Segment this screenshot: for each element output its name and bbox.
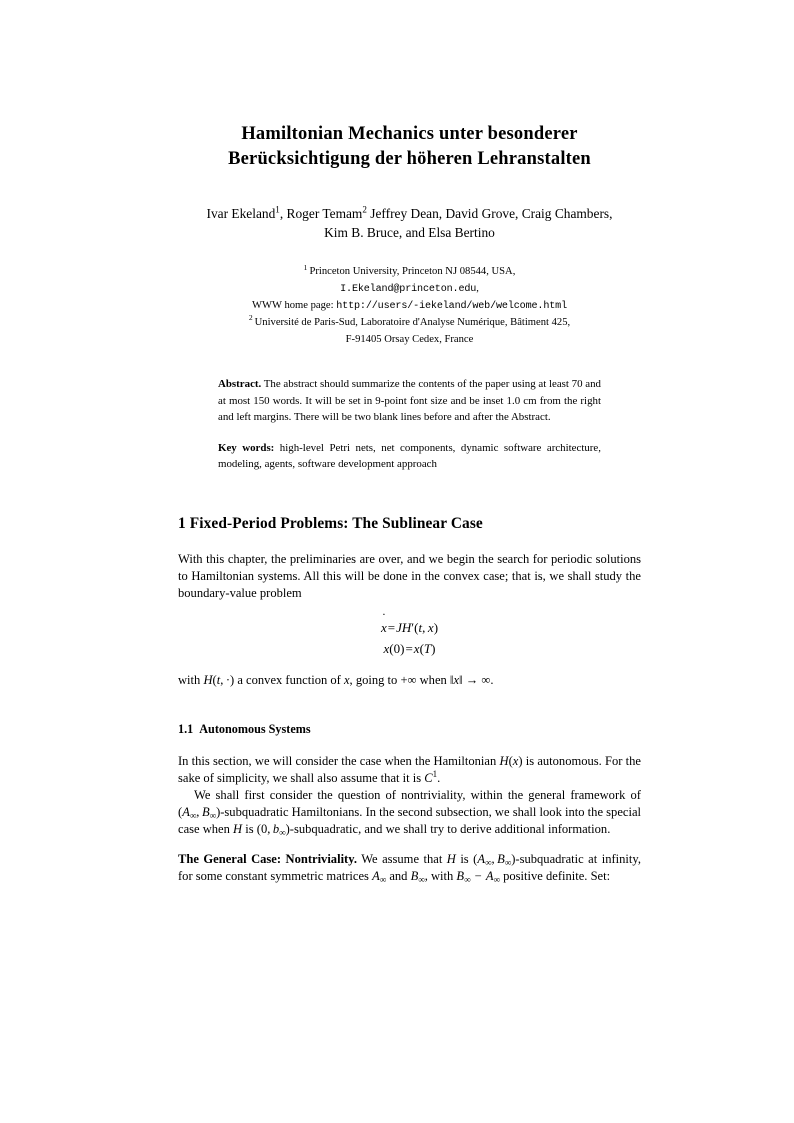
section1-paragraph-1: With this chapter, the preliminaries are over, and we begin the search for periodic solutions to Hamiltonian systems. All this will be done in the convex case; that is, we shall study the boundary-value problem xyxy=(178,551,641,600)
author-name-ekeland: Ivar Ekeland xyxy=(206,206,276,222)
page-title xyxy=(178,122,641,171)
equation-1: ˙ x=JH′(t, x) xyxy=(178,617,641,638)
author-line-1 xyxy=(178,204,641,223)
keywords-text: high-level Petri nets, net components, dynamic software architecture, modeling, agents, software development approach xyxy=(218,441,601,470)
affiliation-1-text: Princeton University, Princeton NJ 08544, USA, xyxy=(309,266,516,278)
affiliation-2 xyxy=(178,315,641,332)
subsection11-paragraph-2: We shall first consider the question of nontriviality, within the general framework of (A∞, B∞)-subquadratic Hamiltonians. In the second subsection, we shall look into the special case when H is (0, b∞)-subquadratic, and we shall try to derive additional information. xyxy=(178,788,641,838)
keywords-paragraph xyxy=(218,440,601,472)
affiliation-mark-2: 2 xyxy=(248,313,253,323)
equation-2: x(0)=x(T) xyxy=(383,640,436,656)
abstract-label: Abstract. xyxy=(218,378,262,391)
author-affil-mark-1: 1 xyxy=(275,204,280,215)
affiliation-1 xyxy=(178,264,641,281)
affiliation-block xyxy=(178,264,641,348)
subsection11-paragraph-1: In this section, we will consider the case when the Hamiltonian H(x) is autonomous. For the sake of simplicity, we shall also assume that it is $C^1$. xyxy=(178,754,642,786)
author-email[interactable]: I.Ekeland@princeton.edu xyxy=(340,283,477,295)
section-heading-1: 1 Fixed-Period Problems: The Sublinear Case xyxy=(178,515,483,533)
author-affil-mark-2: 2 xyxy=(362,204,367,215)
subsection-number: 1.1 xyxy=(178,721,194,736)
run-in-heading: The General Case: Nontriviality. xyxy=(178,852,357,867)
abstract-block xyxy=(218,376,601,472)
subsection-title: Autonomous Systems xyxy=(199,721,311,736)
keywords-label: Key words: xyxy=(218,441,275,454)
author-list xyxy=(178,204,641,242)
title-line-2: Berücksichtigung der höheren Lehranstalten xyxy=(228,148,591,169)
section1-paragraph-2: with H(t, ·) a convex function of x, going to +∞ when ‖x‖ → ∞. xyxy=(178,672,494,687)
affiliation-mark-1: 1 xyxy=(303,262,308,272)
abstract-paragraph xyxy=(218,376,601,424)
homepage-url[interactable]: http://users/-iekeland/web/welcome.html xyxy=(336,300,567,312)
abstract-text: The abstract should summarize the contents of the paper using at least 70 and at most 150 words. It will be set in 9-point font size and be inset 1.0 cm from the right and left margins. There will be two blank lines before and after the Abstract. xyxy=(218,378,601,423)
affiliation-2-line-2: F-91405 Orsay Cedex, France xyxy=(345,333,474,345)
affiliation-email-line xyxy=(178,281,641,298)
subsection11-paragraph-3: The General Case: Nontriviality. We assume that H is (A∞, B∞)-subquadratic at infinity, for some constant symmetric matrices A∞ and B∞, with B∞ − A∞ positive definite. Set: xyxy=(178,852,641,885)
page-content xyxy=(178,0,641,885)
display-equation-group xyxy=(178,617,641,659)
author-names-rest: Jeffrey Dean, David Grove, Craig Chambers, xyxy=(366,206,613,222)
affiliation-2-text: Université de Paris-Sud, Laboratoire d'Analyse Numérique, Bâtiment 425, xyxy=(254,316,571,328)
subsection-heading-1-1 xyxy=(178,722,641,737)
author-line-2: Kim B. Bruce, and Elsa Bertino xyxy=(324,225,495,241)
email-trailing-comma: , xyxy=(476,282,479,294)
author-name-temam: , Roger Temam xyxy=(279,206,363,222)
title-line-1: Hamiltonian Mechanics unter besonderer xyxy=(241,124,578,144)
affiliation-homepage-line xyxy=(178,298,641,315)
homepage-label: WWW home page: xyxy=(252,299,334,311)
